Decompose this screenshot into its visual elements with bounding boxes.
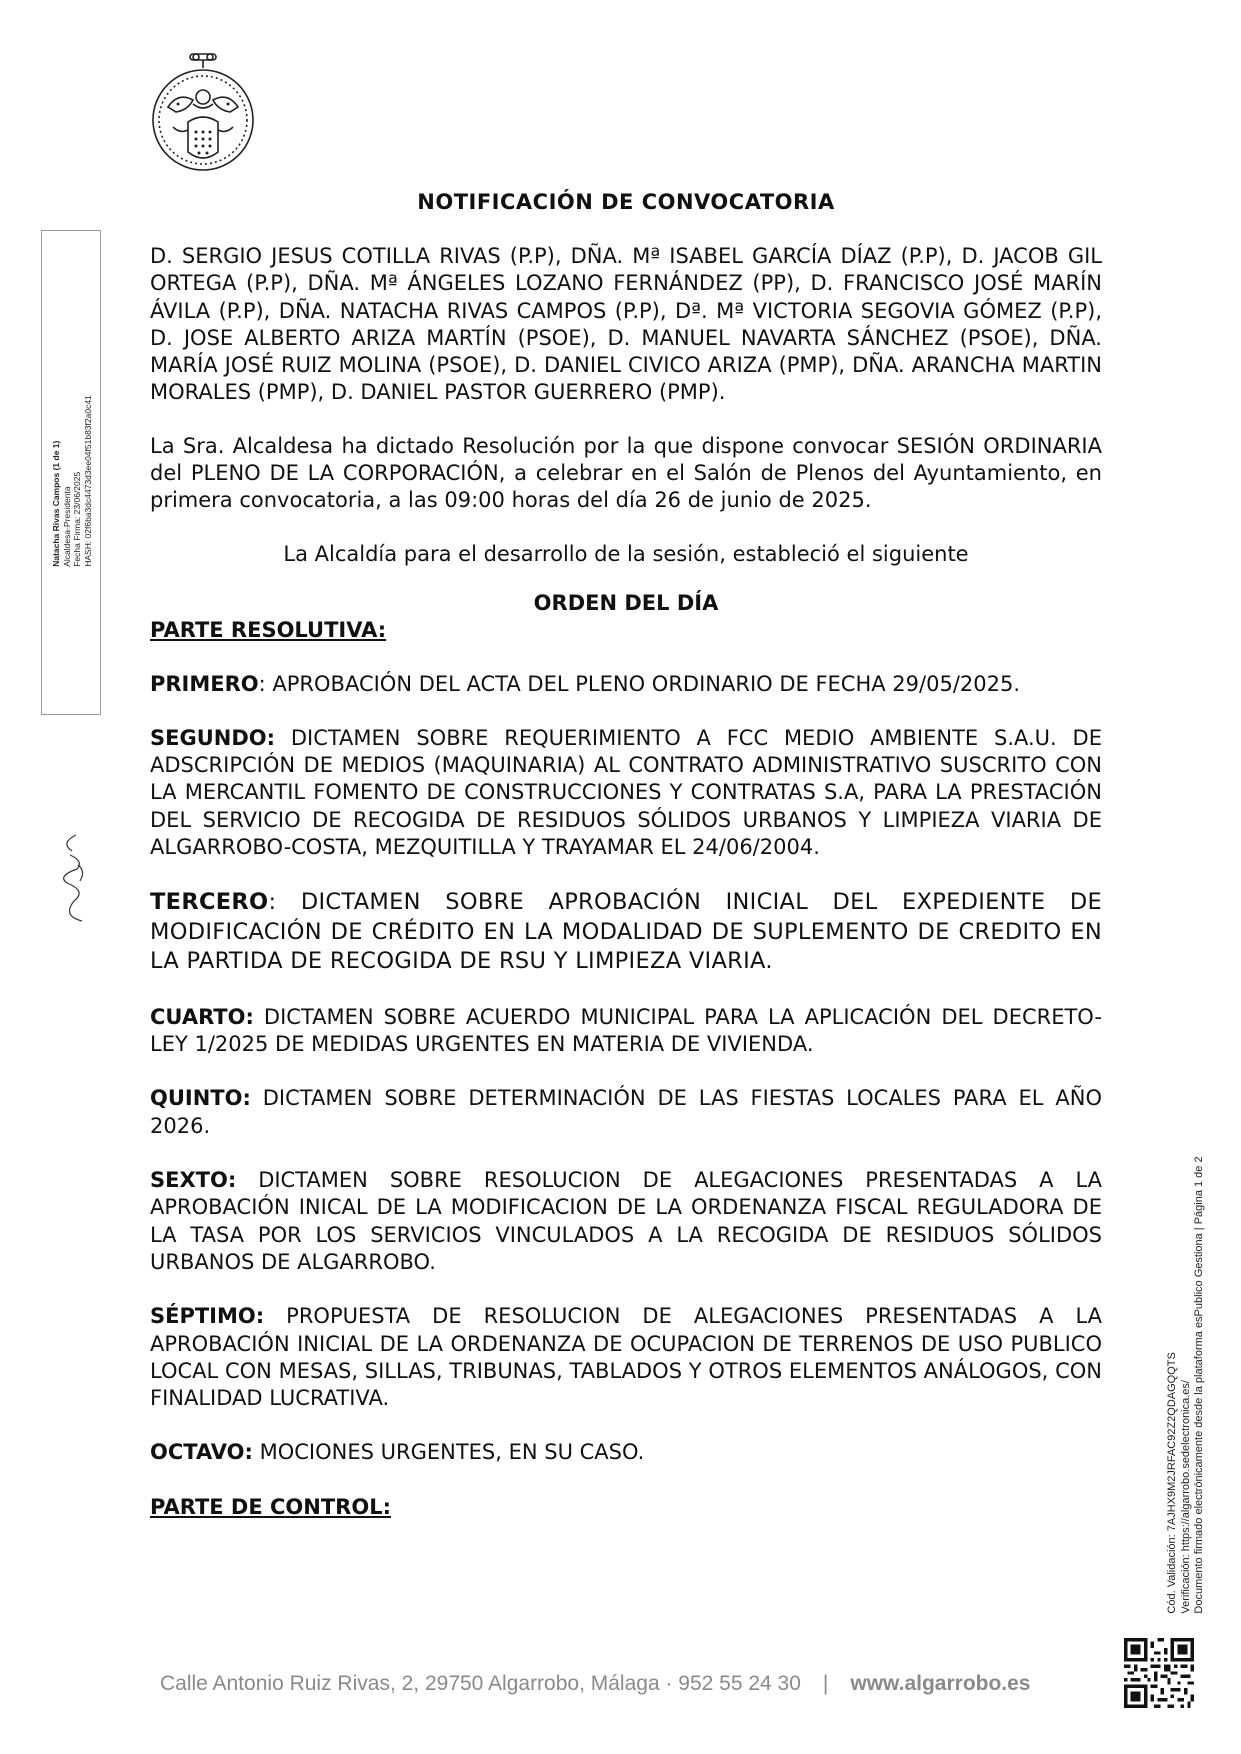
agenda-item-segundo: [150, 725, 1102, 861]
section-resolutiva: PARTE RESOLUTIVA:: [150, 618, 387, 643]
item-sep: :: [268, 889, 277, 916]
item-label: OCTAVO:: [150, 1440, 253, 1465]
signature-metadata: [51, 395, 93, 567]
sesion-paragraph: La Sra. Alcaldesa ha dictado Resolución por la que dispone convocar SESIÓN ORDINARIA del PLENO DE LA CORPORACIÓN, a celebrar en el Salón de Plenos del Ayuntamiento, en primera convocatoria, a las 09:00 horas del día 26 de junio de 2025.: [150, 433, 1102, 513]
document-body: [150, 243, 1102, 1521]
item-label: TERCERO: [150, 889, 269, 916]
item-label: CUARTO:: [150, 1004, 254, 1029]
orden-intro: La Alcaldía para el desarrollo de la sesión, estableció el siguiente: [283, 541, 969, 566]
footer-separator: |: [822, 1672, 829, 1695]
validation-info: [1166, 1156, 1207, 1613]
item-label: SEXTO:: [150, 1168, 237, 1193]
agenda-item-quinto: [150, 1085, 1102, 1140]
handwritten-signature-icon: [52, 821, 92, 931]
agenda-item-sexto: [150, 1167, 1102, 1276]
section-control: PARTE DE CONTROL:: [150, 1494, 391, 1519]
municipal-seal-icon: [148, 52, 258, 177]
agenda-item-octavo: [150, 1439, 1102, 1466]
item-text: DICTAMEN SOBRE DETERMINACIÓN DE LAS FIESTAS LOCALES PARA EL AÑO 2026.: [150, 1086, 1102, 1138]
document-title: NOTIFICACIÓN DE CONVOCATORIA: [417, 190, 835, 214]
footer-website-link[interactable]: www.algarrobo.es: [850, 1672, 1031, 1695]
item-label: QUINTO:: [150, 1086, 251, 1111]
agenda-item-tercero: [150, 888, 1102, 977]
item-text: PROPUESTA DE RESOLUCION DE ALEGACIONES PRESENTADAS A LA APROBACIÓN INICIAL DE LA ORDENANZA DE OCUPACION DE TERRENOS DE USO PUBLICO LOCAL CON MESAS, SILLAS, TRIBUNAS, TABLADOS Y OTROS ELEMENTOS ANÁLOGOS, CON FINALIDAD LUCRATIVA.: [150, 1304, 1102, 1411]
item-text: APROBACIÓN DEL ACTA DEL PLENO ORDINARIO DE FECHA 29/05/2025.: [265, 671, 1021, 696]
signature-date: Fecha Firma: 23/06/2025: [72, 471, 82, 567]
item-sep: :: [258, 671, 266, 696]
item-text: DICTAMEN SOBRE ACUERDO MUNICIPAL PARA LA APLICACIÓN DEL DECRETO-LEY 1/2025 DE MEDIDAS URGENTES EN MATERIA DE VIVIENDA.: [150, 1004, 1102, 1057]
item-label: SEGUNDO:: [150, 725, 276, 750]
agenda-item-primero: [150, 671, 1102, 698]
signer-name: Natacha Rivas Campos (1 de 1): [51, 440, 61, 567]
signature-hash: HASH: 02f6ba3dc4473d3ee04f51b83f2a0c41: [82, 395, 93, 567]
orden-title: ORDEN DEL DÍA: [533, 590, 719, 615]
agenda-item-cuarto: [150, 1004, 1102, 1059]
signature-box: [41, 230, 101, 715]
qr-code-icon: [1124, 1638, 1194, 1708]
validation-url: Verificación: https://algarrobo.sedelectronica.es/: [1179, 1380, 1192, 1614]
validation-platform: Documento firmado electrónicamente desde la plataforma esPublico Gestiona | Página 1 de 2: [1192, 1156, 1205, 1614]
validation-code: Cód. Validación: 7AJHX9M2JRFAC92Z2QDAGQQTS: [1165, 1352, 1178, 1614]
item-label: SÉPTIMO:: [150, 1304, 265, 1329]
signer-role: Alcaldesa-Presidenta: [61, 486, 72, 567]
agenda-item-septimo: [150, 1303, 1102, 1412]
item-text: MOCIONES URGENTES, EN SU CASO.: [252, 1440, 645, 1465]
item-label: PRIMERO: [150, 671, 259, 696]
item-text: DICTAMEN SOBRE APROBACIÓN INICIAL DEL EXPEDIENTE DE MODIFICACIÓN DE CRÉDITO EN LA MODALIDAD DE SUPLEMENTO DE CREDITO EN LA PARTIDA DE RECOGIDA DE RSU Y LIMPIEZA VIARIA.: [150, 889, 1102, 975]
footer-address: Calle Antonio Ruiz Rivas, 2, 29750 Algarrobo, Málaga · 952 55 24 30: [160, 1672, 801, 1695]
page-footer: [160, 1672, 1040, 1696]
item-text: DICTAMEN SOBRE REQUERIMIENTO A FCC MEDIO AMBIENTE S.A.U. DE ADSCRIPCIÓN DE MEDIOS (MAQUINARIA) AL CONTRATO ADMINISTRATIVO SUSCRITO CON LA MERCANTIL FOMENTO DE CONSTRUCCIONES Y CONTRATAS S.A, PARA LA PRESTACIÓN DEL SERVICIO DE RECOGIDA DE RESIDUOS SÓLIDOS URBANOS Y LIMPIEZA VIARIA DE ALGARROBO-COSTA, MEZQUITILLA Y TRAYAMAR EL 24/06/2004.: [150, 725, 1102, 860]
item-text: DICTAMEN SOBRE RESOLUCION DE ALEGACIONES PRESENTADAS A LA APROBACIÓN INICAL DE LA MODIFICACION DE LA ORDENANZA FISCAL REGULADORA DE LA TASA POR LOS SERVICIOS VINCULADOS A LA RECOGIDA DE RESIDUOS SÓLIDOS URBANOS DE ALGARROBO.: [150, 1168, 1102, 1274]
intro-paragraph: D. SERGIO JESUS COTILLA RIVAS (P.P), DÑA. Mª ISABEL GARCÍA DÍAZ (P.P), D. JACOB GIL ORTEGA (P.P), DÑA. Mª ÁNGELES LOZANO FERNÁNDEZ (PP), D. FRANCISCO JOSÉ MARÍN ÁVILA (P.P), DÑA. NATACHA RIVAS CAMPOS (P.P), Dª. Mª VICTORIA SEGOVIA GÓMEZ (P.P), D. JOSE ALBERTO ARIZA MARTÍN (PSOE), D. MANUEL NAVARTA SÁNCHEZ (PSOE), DÑA. MARÍA JOSÉ RUIZ MOLINA (PSOE), D. DANIEL CIVICO ARIZA (PMP), DÑA. ARANCHA MARTIN MORALES (PMP), D. DANIEL PASTOR GUERRERO (PMP).: [150, 244, 1102, 405]
